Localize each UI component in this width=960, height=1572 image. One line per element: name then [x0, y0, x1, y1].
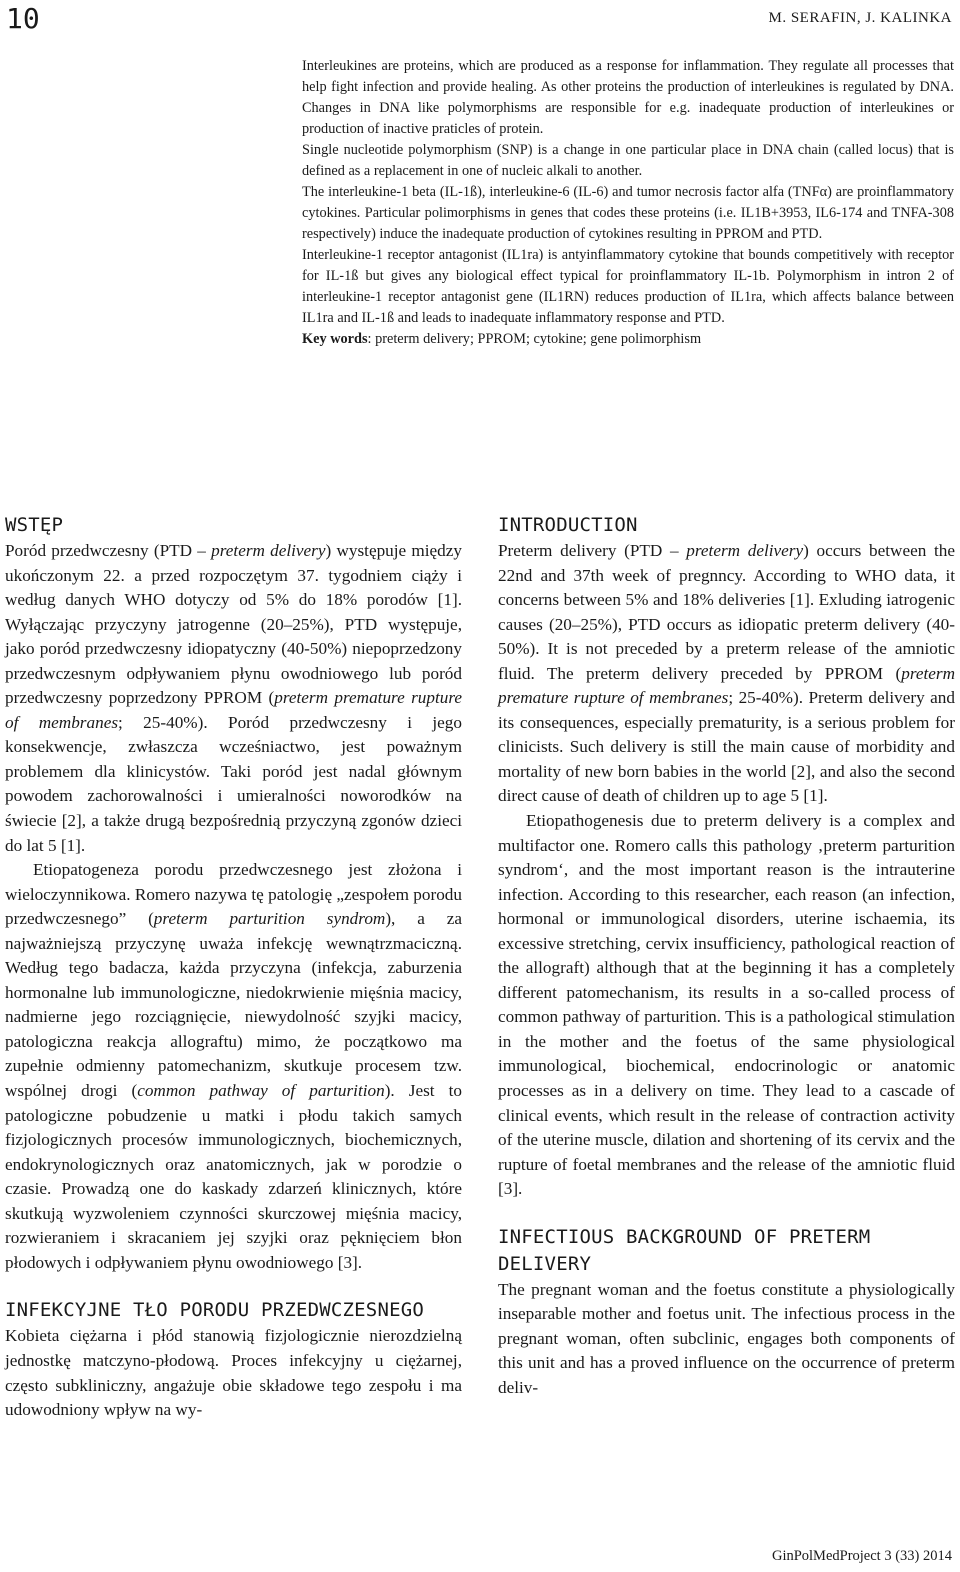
- keywords-label: Key words: [302, 331, 368, 347]
- section-heading-infekcyjne: INFEKCYJNE TŁO PORODU PRZEDWCZESNEGO: [5, 1299, 425, 1322]
- section-heading-introduction: INTRODUCTION: [498, 514, 638, 536]
- abstract-paragraph: Interleukines are proteins, which are produced as a response for inflammation. They regulate all processes that help fight infection and provide healing. As other proteins the production of interleukines is regulated by DNA. Changes in DNA like polymorphisms are responsible for e.g. inadequate production of interleukines or production of inactive praticles of protein.: [302, 58, 954, 137]
- body-paragraph: Preterm delivery (PTD – preterm delivery) occurs between the 22nd and 37th week of pregnncy. According to WHO data, it concerns between 5% and 18% deliveries [1]. Exluding iatrogenic causes (20–25%), PTD occurs as idiopatic preterm delivery (40-50%). It is not preceded by a preterm release of the amniotic fluid. The preterm delivery preceded by PPROM (preterm premature rupture of membranes; 25-40%). Preterm delivery and its consequences, especially prematurity, is a serious problem for clinicists. Such delivery is still the main cause of morbidity and mortality of new born babies in the world [2], and also the second direct cause of death of children up to age 5 [1].: [498, 541, 955, 806]
- section-heading-infectious: INFECTIOUS BACKGROUND OF PRETERM DELIVERY: [498, 1225, 871, 1275]
- body-paragraph: Poród przedwczesny (PTD – preterm delivery) występuje między ukończonym 22. a przed rozpoczętym 37. tygodniem ciąży i według danych WHO dotyczy od 5% do 18% porodów [1]. Wyłączając przyczyny jatrogenne (20–25%), PTD występuje, jako poród przedwczesny idiopatyczny (40-50%) niepoprzedzony przedwczesnym odpływaniem płynu owodniowego lub poród przedwczesny poprzedzony PPROM (preterm premature rupture of membranes; 25-40%). Poród przedwczesny i jego konsekwencje, zwłaszcza wcześniactwo, jest poważnym problemem dla klinicystów. Taki poród jest nadal głównym powodem zachorowalności i umieralności noworodków na świecie [2], a także drugą bezpośrednią przyczyną zgonów dzieci do lat 5 [1].: [5, 541, 463, 855]
- abstract-paragraph: The interleukine-1 beta (IL-1ß), interleukine-6 (IL-6) and tumor necrosis factor alfa (TNFα) are proinflammatory cytokines. Particular polimorphisms in genes that codes these proteins (i.e. IL1B+3953, IL6-174 and TNFA-308 respectively) induce the inadequate production of cytokines resulting in PPROM and PTD.: [302, 184, 954, 242]
- section-heading-wstep: WSTĘP: [5, 514, 64, 536]
- polish-column: [5, 512, 462, 1423]
- page-number: 10: [6, 2, 40, 35]
- keywords: [302, 329, 954, 350]
- body-paragraph: Etiopathogenesis due to preterm delivery is a complex and multifactor one. Romero calls this pathology ‚preterm parturition syndrom‘, and the most important reason is the intrauterine infection. According to this researcher, each reason (an infection, hormonal or immunological disorders, uterine ischaemia, its excessive stretching, cervix insufficiency, pathological reaction of the allograft) although that at the beginning it has a completely different patomechanism, its results in a so-called process of common pathway of parturition. This is a pathological stimulation in the mother and the foetus of the same physiological immunological, biochemical, endocrinologic or anatomic processes as in a delivery on time. They lead to a cascade of clinical events, which result in the release of contraction activity of the uterine muscle, dilation and shortening of its cervix and the rupture of foetal membranes and the release of the amniotic fluid [3].: [498, 811, 955, 1199]
- keywords-text: : preterm delivery; PPROM; cytokine; gene polimorphism: [367, 331, 702, 347]
- body-paragraph: Kobieta ciężarna i płód stanowią fizjologicznie nierozdzielną jednostkę matczyno-płodową. Proces infekcyjny u ciężarnej, często subkliniczny, angażuje obie składowe tego zespołu i ma udowodniony wpływ na wy-: [5, 1326, 462, 1420]
- body-paragraph: The pregnant woman and the foetus constitute a physiologically inseparable mother and foetus unit. The infectious process in the pregnant woman, often subclinic, engages both components of this unit and has a proved influence on the occurrence of preterm deliv-: [498, 1279, 955, 1397]
- body-paragraph: Etiopatogeneza porodu przedwczesnego jest złożona i wieloczynnikowa. Romero nazywa tę patologię „zespołem porodu przedwczesnego” (preterm parturition syndrom), a za najważniejszą przyczynę uważa infekcję wewnątrzmaciczną. Według tego badacza, każda przyczyna (infekcja, zaburzenia hormonalne lub immunologiczne, niedokrwienie mięśnia macicy, nadmierne jego rozciągnięcie, niewydolność szyjki macicy, patologiczna reakcja allograftu) mimo, że początkowo ma zupełnie odmienny patomechanizm, skutkuje procesem tzw. wspólnej drogi (common pathway of parturition). Jest to patologiczne pobudzenie u matki i płodu takich samych fizjologicznych procesów immunologicznych, biochemicznych, endokrynologicznych oraz anatomicznych, jak w porodzie o czasie. Prowadzą one do kaskady zdarzeń klinicznych, które skutkują wyzwoleniem czynności skurczowej mięśnia macicy, rozwieraniem i skracaniem jej szyjki oraz pęknięciem błon płodowych i odpływaniem płynu owodniowego [3].: [5, 860, 463, 1272]
- abstract: [302, 56, 954, 350]
- abstract-paragraph: Interleukine-1 receptor antagonist (IL1ra) is antyinflammatory cytokine that bounds competitively with receptor for IL-1ß but gives any biological effect typical for proinflammatory IL-1b. Polymorphism in intron 2 of interleukine-1 receptor antagonist gene (IL1RN) reduces production of IL1ra, which affects balance between IL1ra and IL-1ß and leads to inadequate inflammatory response and PTD.: [302, 247, 954, 326]
- journal-footer: GinPolMedProject 3 (33) 2014: [771, 1548, 952, 1564]
- english-column: [498, 512, 955, 1401]
- running-head-authors: M. SERAFIN, J. KALINKA: [768, 10, 952, 26]
- abstract-paragraph: Single nucleotide polymorphism (SNP) is a change in one particular place in DNA chain (called locus) that is defined as a replacement in one of nucleic alkali to another.: [302, 142, 954, 179]
